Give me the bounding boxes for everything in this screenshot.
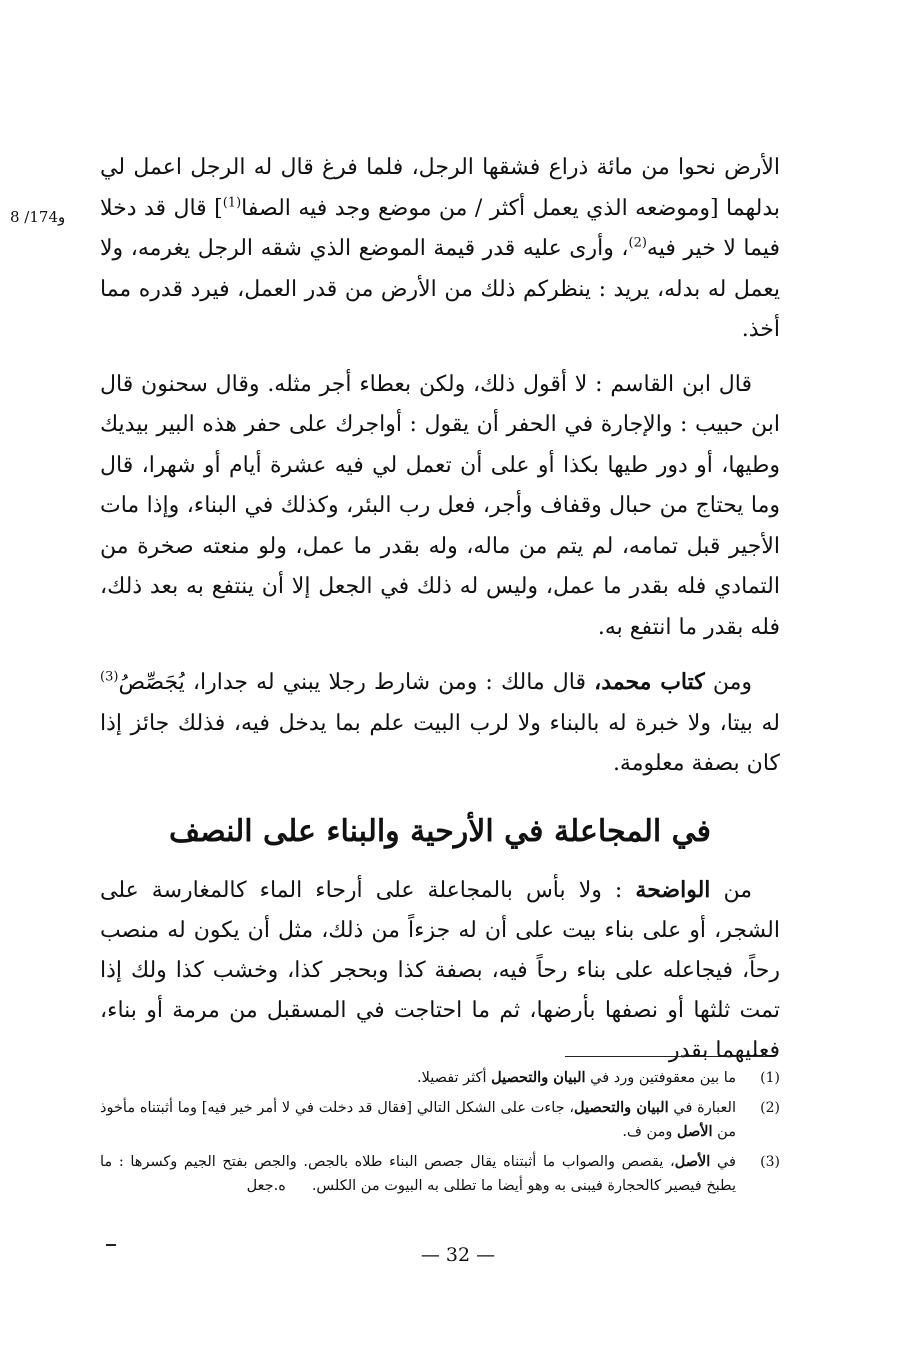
footnote-text-part: في (710, 1154, 736, 1170)
footnote-text-part: ، جاءت على الشكل التالي [فقال قد دخلت في لا أمر خير فيه] وما أثبتناه مأخوذ من (100, 1100, 736, 1140)
footnote-source-bold: البيان والتحصيل (491, 1069, 586, 1086)
footnote-1 (100, 1066, 780, 1090)
main-body-text (100, 148, 780, 785)
footnote-source-bold: الأصل (674, 1153, 711, 1170)
footnote-number: (2) (760, 1100, 780, 1116)
page-number: — 32 — (420, 1244, 496, 1266)
paragraph-3-part-b: له بيتا، ولا خبرة له بالبناء ولا لرب البيت علم بما يدخل فيه، فذلك جائز إذا كان بصفة معلومة. (100, 710, 780, 776)
book-title: كتاب محمد، (594, 669, 705, 695)
paragraph-3 (100, 662, 780, 785)
paragraph-4 (100, 870, 780, 1071)
footnote-ref-1[interactable]: (1) (222, 195, 242, 211)
footnote-text-part: أكثر تفصيلا. (416, 1070, 492, 1086)
footnote-continuation-mark: ه.جعل (246, 1178, 286, 1194)
paragraph-1-part-b: ] قال قد دخلا فيما لا خير فيه (100, 195, 781, 261)
manuscript-folio-reference: 8 /174و (10, 208, 66, 226)
footnotes (100, 1066, 780, 1204)
footnote-text-part: ، يقصص والصواب ما أثبتناه يقال جصص البناء طلاه بالجص. والجص بفتح الجيم وكسرها : ما يطبخ فيصير كالحجارة فيبنى به وهو أيضا ما تطلى به البيوت من الكلس. (100, 1154, 736, 1194)
footnote-separator (565, 1056, 770, 1057)
paragraph-2: قال ابن القاسم : لا أقول ذلك، ولكن بعطاء أجر مثله. وقال سحنون قال ابن حبيب : والإجارة في الحفر أن يقول : أواجرك على حفر هذه البير بيديك وطيها، أو دور طيها بكذا أو على أن تعمل لي فيه عشرة أيام أو شهرا، قال وما يحتاج من حبال وقفاف وأجر، فعل رب البئر، وكذلك في البناء، وإذا مات الأجير قبل تمامه، لم يتم من ماله، وله بقدر ما عمل، ولو منعته صخرة من التمادي فله بقدر ما عمل، وليس له ذلك في الجعل إلا أن ينتفع به بعد ذلك، فله بقدر ما انتفع به. (100, 371, 780, 640)
footnote-text (100, 1066, 736, 1090)
paragraph-3-part-a: قال مالك : ومن شارط رجلا يبني له جدارا، يُجَصِّصُ (118, 670, 595, 695)
paragraph-4-text: : ولا بأس بالمجاعلة على أرحاء الماء كالمغارسة على الشجر، أو على بناء بيت على أن له جزءاً من ذلك، مثل أن يكون له منصب رحاً، فيجاعله على بناء رحاً فيه، بصفة كذا وبحجر كذا، وخشب كذا ولك إذا تمت ثلثها أو نصفها بأرضها، ثم ما احتاجت في المسقبل من مرمة أو بناء، فعليهما بقدر (100, 878, 780, 1063)
paragraph-1-part-a: الأرض نحوا من مائة ذراع فشقها الرجل، فلما فرغ قال له الرجل اعمل لي بدلهما [وموضعه الذي يعمل أكثر / من موضع وجد فيه الصفا (100, 155, 780, 221)
paragraph-3-lead: ومن (712, 670, 753, 695)
footnote-ref-2[interactable]: (2) (628, 235, 647, 251)
footnote-text-part: ما بين معقوفتين ورد في (585, 1070, 736, 1086)
footnote-ref-3[interactable]: (3) (100, 669, 119, 685)
section-heading: في المجاعلة في الأرحية والبناء على النصف (169, 814, 711, 849)
footnote-text-part: العبارة في (668, 1100, 736, 1116)
footnote-3 (100, 1150, 780, 1198)
paragraph-1-part-c: ، وأرى عليه قدر قيمة الموضع الذي شقه الرجل يغرمه، ولا يعمل له بدله، يريد : ينظركم ذلك من الأرض من قدر العمل، فيرد قدره مما أخذ. (100, 236, 780, 342)
footnote-number: (3) (760, 1154, 780, 1170)
footnote-text (100, 1096, 736, 1144)
footnote-source-bold: الأصل (676, 1123, 713, 1140)
footnote-2 (100, 1096, 780, 1144)
footnote-text-part: ومن ف. (622, 1124, 677, 1140)
footnote-number: (1) (760, 1070, 780, 1086)
source-name: الواضحة (635, 877, 711, 903)
paragraph-4-lead: من (723, 878, 752, 903)
footnote-text (100, 1150, 736, 1198)
footnote-source-bold: البيان والتحصيل (574, 1099, 669, 1116)
paragraph-1 (100, 148, 780, 351)
section-2-body (100, 870, 780, 1071)
